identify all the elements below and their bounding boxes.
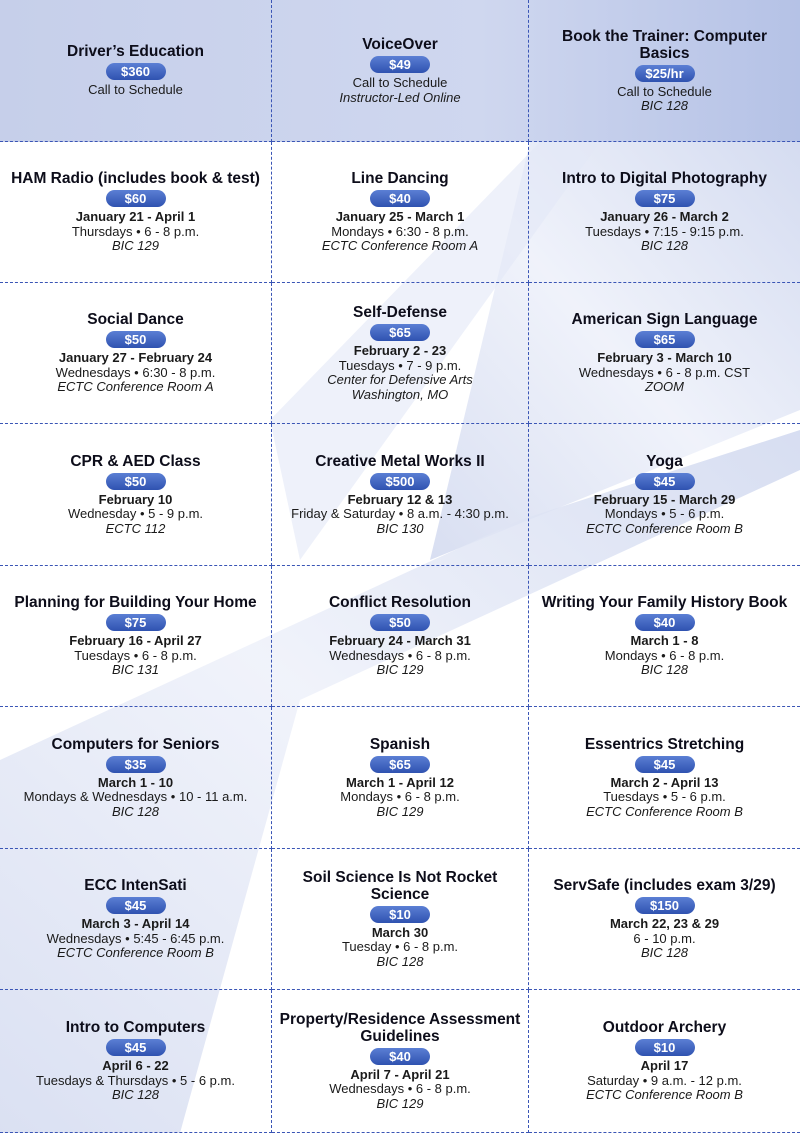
class-card (0, 142, 272, 283)
class-schedule: Wednesday • 5 - 9 p.m. (67, 506, 204, 522)
price-badge: $49 (370, 56, 430, 73)
price-badge: $65 (370, 324, 430, 341)
class-card (529, 707, 800, 849)
class-location: BIC 128 (641, 945, 688, 961)
class-card (529, 990, 800, 1133)
class-location: BIC 130 (376, 520, 424, 536)
price-badge: $35 (106, 756, 166, 773)
class-title: Line Dancing (351, 170, 449, 188)
class-dates: March 1 - 10 (97, 774, 174, 790)
class-card (272, 849, 529, 990)
class-card (529, 0, 800, 142)
class-schedule: Thursdays • 6 - 8 p.m. (71, 223, 200, 239)
class-title: VoiceOver (362, 36, 438, 53)
class-dates: March 3 - April 14 (81, 916, 190, 932)
class-title: CPR & AED Class (70, 452, 201, 470)
price-badge: $25/hr (635, 65, 695, 82)
class-title: Creative Metal Works II (315, 452, 485, 470)
class-card (0, 707, 272, 849)
class-schedule: Tuesdays • 5 - 6 p.m. (603, 789, 726, 805)
class-location: BIC 128 (112, 1087, 159, 1103)
class-title: American Sign Language (571, 311, 758, 329)
class-schedule: Mondays • 6 - 8 p.m. (604, 647, 725, 663)
class-location: ECTC Conference Room B (586, 520, 743, 536)
class-location: BIC 131 (112, 662, 159, 678)
class-dates: February 16 - April 27 (69, 633, 202, 649)
class-card (272, 142, 529, 283)
class-dates: April 7 - April 21 (350, 1066, 450, 1082)
class-dates: January 26 - March 2 (600, 209, 729, 225)
class-location: BIC 129 (112, 238, 159, 254)
class-location: ECTC Conference Room B (586, 803, 743, 819)
class-location: BIC 128 (376, 953, 424, 969)
price-badge: $50 (106, 473, 166, 490)
class-title: Soil Science Is Not Rocket Science (302, 868, 498, 903)
class-title: Book the Trainer: Computer Basics (562, 27, 767, 62)
class-schedule: Call to Schedule (88, 82, 183, 98)
price-badge: $150 (635, 897, 695, 914)
class-location: ECTC Conference Room A (321, 238, 479, 254)
class-card (529, 142, 800, 283)
price-badge: $45 (106, 1039, 166, 1056)
class-location: BIC 128 (641, 238, 688, 254)
class-schedule: Wednesdays • 5:45 - 6:45 p.m. (46, 930, 225, 946)
class-location: BIC 129 (376, 1095, 424, 1111)
class-schedule: 6 - 10 p.m. (633, 930, 696, 946)
class-schedule: Friday & Saturday • 8 a.m. - 4:30 p.m. (291, 506, 509, 522)
class-title: Spanish (369, 735, 431, 753)
price-badge: $50 (370, 614, 430, 631)
price-badge: $65 (635, 331, 695, 348)
class-title: ECC IntenSati (84, 877, 187, 895)
class-location: BIC 128 (641, 662, 688, 678)
price-badge: $45 (106, 897, 166, 914)
class-card (272, 990, 529, 1133)
class-location: BIC 129 (376, 662, 424, 678)
class-location: ECTC Conference Room B (586, 1087, 743, 1103)
class-title: Yoga (646, 452, 683, 470)
class-card (529, 566, 800, 707)
class-location: ECTC 112 (105, 520, 166, 536)
class-schedule: Wednesdays • 6 - 8 p.m. (329, 647, 471, 663)
class-schedule: Wednesdays • 6 - 8 p.m. (329, 1081, 471, 1097)
class-dates: April 17 (640, 1058, 689, 1074)
class-schedule: Wednesdays • 6 - 8 p.m. CST (578, 364, 751, 380)
class-dates: February 12 & 13 (347, 491, 453, 507)
class-title: Property/Residence Assessment Guidelines (279, 1010, 521, 1045)
class-dates: January 27 - February 24 (58, 350, 213, 366)
class-schedule: Tuesdays & Thursdays • 5 - 6 p.m. (36, 1072, 235, 1088)
class-schedule: Saturday • 9 a.m. - 12 p.m. (587, 1072, 742, 1088)
class-card (272, 424, 529, 566)
class-title: Self-Defense (353, 304, 447, 321)
class-dates: March 22, 23 & 29 (609, 916, 720, 932)
class-title: ServSafe (includes exam 3/29) (553, 877, 776, 895)
price-badge: $10 (370, 906, 430, 923)
class-title: Intro to Computers (65, 1019, 206, 1037)
class-location: ECTC Conference Room A (57, 379, 214, 395)
class-title: Social Dance (87, 311, 184, 329)
price-badge: $75 (635, 190, 695, 207)
class-title: Essentrics Stretching (584, 735, 745, 753)
price-badge: $360 (106, 63, 166, 80)
class-schedule: Mondays • 6 - 8 p.m. (340, 789, 460, 805)
class-schedule: Mondays • 6:30 - 8 p.m. (331, 223, 469, 239)
price-badge: $40 (370, 190, 430, 207)
class-dates: April 6 - 22 (102, 1058, 169, 1074)
class-title: HAM Radio (includes book & test) (11, 170, 260, 188)
class-location: Center for Defensive Arts (327, 372, 473, 387)
class-dates: February 15 - March 29 (593, 491, 736, 507)
price-badge: $500 (370, 473, 430, 490)
price-badge: $45 (635, 473, 695, 490)
class-dates: January 21 - April 1 (75, 209, 196, 225)
class-location: BIC 129 (376, 803, 424, 819)
class-dates: March 1 - April 12 (346, 774, 454, 790)
class-schedule: Tuesdays • 7:15 - 9:15 p.m. (585, 223, 744, 239)
class-card (0, 849, 272, 990)
price-badge: $40 (370, 1048, 430, 1065)
class-location: ECTC Conference Room B (57, 945, 214, 961)
class-title: Intro to Digital Photography (562, 170, 767, 188)
class-dates: February 2 - 23 (353, 343, 447, 358)
price-badge: $75 (106, 614, 166, 631)
price-badge: $45 (635, 756, 695, 773)
class-schedule: Tuesdays • 6 - 8 p.m. (74, 647, 197, 663)
class-card (0, 566, 272, 707)
class-card (0, 424, 272, 566)
class-card (272, 283, 529, 424)
class-card (272, 0, 529, 142)
class-card (0, 283, 272, 424)
class-card (529, 849, 800, 990)
class-card (0, 0, 272, 142)
class-dates: February 3 - March 10 (597, 350, 732, 366)
class-schedule: Tuesdays • 7 - 9 p.m. (338, 357, 462, 373)
class-location: Washington, MO (351, 386, 449, 402)
price-badge: $50 (106, 331, 166, 348)
class-schedule: Call to Schedule (617, 83, 712, 99)
price-badge: $65 (370, 756, 430, 773)
class-location: ZOOM (645, 379, 684, 395)
class-card (272, 707, 529, 849)
class-title: Outdoor Archery (602, 1019, 727, 1037)
price-badge: $60 (106, 190, 166, 207)
class-schedule: Wednesdays • 6:30 - 8 p.m. (55, 364, 216, 380)
class-title: Driver’s Education (67, 43, 204, 61)
class-schedule: Call to Schedule (352, 75, 448, 90)
class-title: Planning for Building Your Home (14, 594, 257, 612)
class-location: Instructor-Led Online (339, 89, 461, 105)
price-badge: $10 (635, 1039, 695, 1056)
class-dates: February 10 (98, 491, 173, 507)
class-dates: March 2 - April 13 (610, 774, 719, 790)
class-schedule: Mondays • 5 - 6 p.m. (604, 506, 725, 522)
price-badge: $40 (635, 614, 695, 631)
class-title: Computers for Seniors (51, 735, 220, 753)
class-card (529, 424, 800, 566)
class-card (272, 566, 529, 707)
class-dates: March 30 (371, 924, 429, 940)
class-title: Writing Your Family History Book (541, 594, 788, 612)
class-card (529, 283, 800, 424)
class-schedule: Mondays & Wednesdays • 10 - 11 a.m. (23, 789, 248, 805)
class-location: BIC 128 (112, 803, 159, 819)
class-title: Conflict Resolution (328, 594, 472, 612)
class-dates: February 24 - March 31 (329, 633, 471, 649)
class-dates: March 1 - 8 (630, 633, 699, 649)
class-schedule: Tuesday • 6 - 8 p.m. (341, 939, 459, 955)
class-location: BIC 128 (641, 98, 688, 113)
class-card (0, 990, 272, 1133)
class-dates: January 25 - March 1 (335, 209, 465, 225)
